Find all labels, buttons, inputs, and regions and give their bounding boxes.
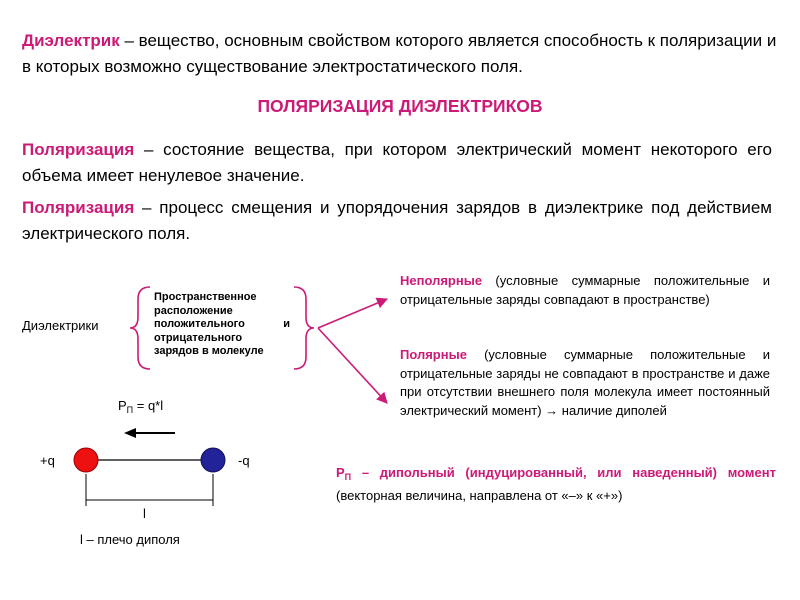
moment-direction-arrowhead bbox=[124, 428, 136, 438]
dielectric-term: Диэлектрик bbox=[22, 31, 120, 50]
dipole-moment-formula bbox=[118, 398, 163, 415]
polarization-process-definition bbox=[22, 195, 772, 247]
dielectric-definition-text: – вещество, основным свойством которого является способность к поляризации и в которых возможно существование электростатического поля. bbox=[22, 31, 777, 76]
left-brace bbox=[130, 287, 150, 369]
positive-charge-ball bbox=[74, 448, 98, 472]
arrow-to-polar bbox=[318, 328, 387, 403]
length-label: l bbox=[143, 506, 146, 521]
polarization-state-text: – состояние вещества, при котором электрический момент некоторого его объема имеет ненулевое значение. bbox=[22, 140, 772, 185]
dipole-moment-term-text: – дипольный (индуцированный, или наведенный) момент bbox=[351, 465, 776, 480]
section-title: ПОЛЯРИЗАЦИЯ ДИЭЛЕКТРИКОВ bbox=[257, 96, 543, 116]
polar-description bbox=[400, 346, 770, 420]
polar-term: Полярные bbox=[400, 347, 467, 362]
formula-subscript: П bbox=[126, 405, 134, 415]
formula-symbol: P bbox=[118, 398, 127, 413]
negative-charge-ball bbox=[201, 448, 225, 472]
nonpolar-description bbox=[400, 272, 770, 309]
dipole-moment-symbol: P bbox=[336, 465, 345, 480]
right-brace bbox=[294, 287, 314, 369]
polarization-term: Поляризация bbox=[22, 140, 135, 159]
classification-criterion: Пространственное расположение положительного и отрицательного зарядов в молекуле bbox=[154, 291, 290, 357]
dipole-moment-subscript: П bbox=[344, 472, 352, 482]
nonpolar-text: (условные суммарные положительные и отрицательные заряды совпадают в пространстве) bbox=[400, 273, 770, 307]
polarization-state-definition bbox=[22, 137, 772, 189]
dipole-moment-definition bbox=[336, 464, 776, 505]
dipole-arm-caption: l – плечо диполя bbox=[80, 532, 180, 547]
formula-rest: = q*l bbox=[133, 398, 164, 413]
polarization-term: Поляризация bbox=[22, 198, 135, 217]
dipole-moment-term bbox=[336, 465, 776, 480]
arrow-to-nonpolar bbox=[318, 299, 387, 328]
dielectrics-label: Диэлектрики bbox=[22, 318, 99, 333]
polar-text: (условные суммарные положительные и отрицательные заряды не совпадают в пространстве и даже при отсутствии внешнего поля молекула имеет постоянный электрический момент) → наличие диполей bbox=[400, 347, 770, 418]
dielectric-definition bbox=[22, 28, 782, 80]
negative-charge-label: -q bbox=[238, 453, 250, 468]
positive-charge-label: +q bbox=[40, 453, 55, 468]
polarization-process-text: – процесс смещения и упорядочения зарядов в диэлектрике под действием электрического поля. bbox=[22, 198, 772, 243]
dipole-moment-text: (векторная величина, направлена от «–» к «+») bbox=[336, 487, 623, 503]
nonpolar-term: Неполярные bbox=[400, 273, 483, 288]
